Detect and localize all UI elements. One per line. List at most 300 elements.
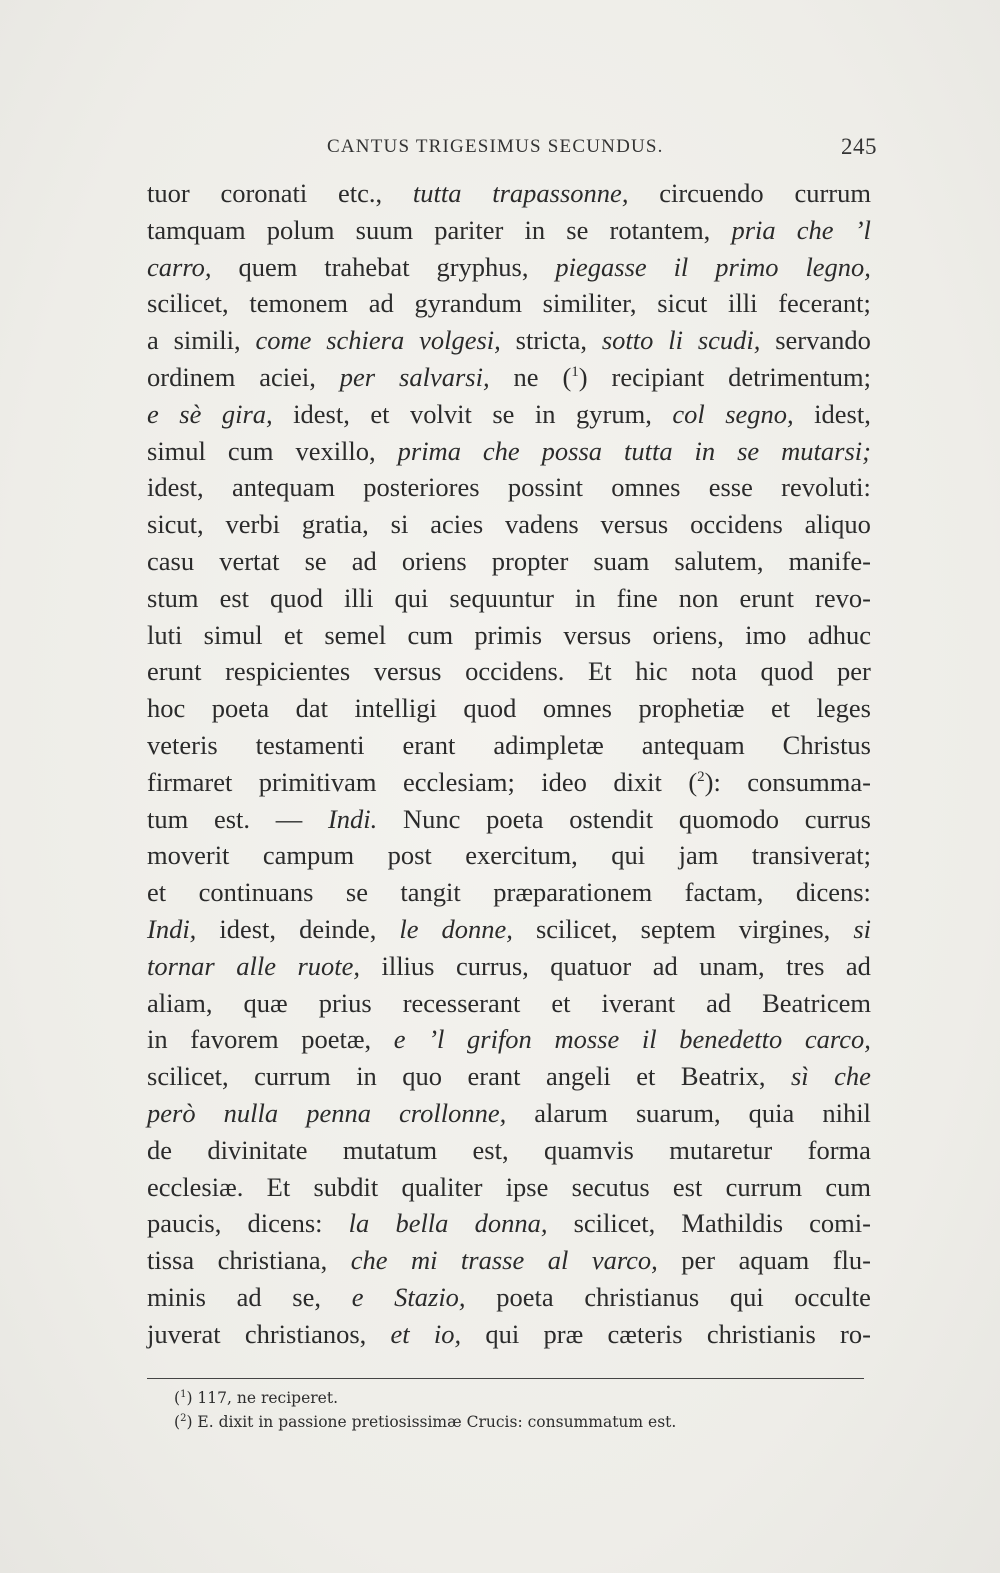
- text-line: [147, 730, 871, 767]
- text-line: [147, 362, 871, 399]
- word: antequam: [231, 472, 335, 503]
- word: —: [275, 803, 303, 834]
- word: ipse: [505, 1171, 549, 1202]
- word: christianos,: [244, 1318, 367, 1349]
- text-line: [147, 804, 871, 841]
- word: adimpletæ: [493, 729, 604, 760]
- word: et: [636, 1061, 656, 1092]
- word: adhuc: [807, 619, 871, 650]
- word: erunt: [147, 656, 202, 687]
- footnote-reference: 2: [697, 768, 705, 785]
- text-line: [147, 325, 871, 362]
- word: quamvis: [544, 1134, 634, 1165]
- word: Beatricem: [762, 987, 871, 1018]
- word: in: [524, 214, 546, 245]
- italic-word: tutta: [412, 178, 462, 208]
- italic-word: sè: [179, 398, 202, 429]
- word: continuans: [198, 877, 314, 908]
- word: quod: [760, 656, 814, 687]
- word: ad: [368, 288, 394, 319]
- italic-word: ’l: [854, 214, 871, 245]
- text-line: [147, 914, 871, 951]
- word: revoluti:: [781, 472, 871, 503]
- word: campum: [262, 840, 355, 871]
- word: si: [390, 509, 409, 540]
- text-line: [147, 252, 871, 289]
- word: Beatrix,: [680, 1061, 766, 1092]
- word: antequam: [641, 729, 745, 760]
- text-line: [147, 1172, 871, 1209]
- italic-word: donne,: [441, 913, 513, 944]
- word: oriens: [401, 545, 467, 576]
- word: tangit: [400, 877, 461, 908]
- word: nota: [691, 656, 737, 687]
- word: volvit: [409, 398, 472, 429]
- word: salutem,: [674, 545, 764, 576]
- footnote-reference: 1: [571, 363, 579, 380]
- word: quæ: [243, 987, 288, 1018]
- word: dicens:: [795, 877, 871, 908]
- word: gyrum,: [576, 398, 652, 429]
- word: illi: [728, 288, 758, 319]
- word: et: [283, 619, 303, 650]
- word: alarum: [534, 1097, 608, 1128]
- word: se: [345, 877, 368, 908]
- word: sicut: [657, 288, 708, 319]
- word: cum: [825, 1171, 871, 1202]
- italic-word: le: [399, 913, 419, 944]
- italic-word: et: [390, 1318, 410, 1349]
- word: quatuor: [550, 950, 632, 981]
- word: angeli: [545, 1061, 611, 1092]
- word: illius: [381, 950, 435, 981]
- word: currus: [804, 803, 871, 834]
- footnote: [174, 1383, 874, 1407]
- word: gyrandum: [414, 288, 522, 319]
- word: mutaretur: [669, 1134, 773, 1165]
- italic-word: donna,: [474, 1208, 548, 1239]
- text-line: [147, 472, 871, 509]
- word: verbi: [225, 509, 280, 540]
- word: transiverat;: [751, 840, 871, 871]
- word: illi: [344, 582, 374, 613]
- word: est: [219, 582, 249, 613]
- word: factam,: [684, 877, 764, 908]
- word: scilicet,: [147, 288, 229, 319]
- word: acies: [430, 509, 484, 540]
- word: simili,: [173, 325, 241, 356]
- word: dixit: [613, 766, 662, 797]
- word: omnes: [611, 472, 681, 503]
- italic-word: ’l: [428, 1024, 445, 1055]
- italic-word: pria: [731, 214, 776, 245]
- italic-word: come: [255, 325, 312, 356]
- word: temonem: [249, 288, 349, 319]
- word: tum: [147, 803, 189, 834]
- text-line: [147, 951, 871, 988]
- italic-word: se: [737, 435, 760, 466]
- word: hic: [635, 656, 668, 687]
- text-line: [147, 509, 871, 546]
- word: currum: [794, 178, 871, 208]
- word: currus,: [455, 950, 529, 981]
- word: imo: [745, 619, 787, 650]
- word: idest,: [814, 398, 871, 429]
- text-line: [147, 215, 871, 252]
- word: septem: [640, 913, 716, 944]
- page-number: 245: [841, 134, 877, 159]
- italic-word: per: [339, 361, 376, 392]
- word: favorem: [190, 1024, 279, 1055]
- word: aliquo: [804, 509, 871, 540]
- word: a: [147, 325, 159, 356]
- word: vexillo,: [295, 435, 376, 466]
- word: aciei,: [259, 361, 316, 392]
- word: cum: [227, 435, 274, 466]
- word: scilicet,: [147, 1061, 229, 1092]
- word: idest,: [147, 472, 204, 503]
- word: erunt: [739, 582, 794, 613]
- italic-word: Stazio,: [394, 1281, 466, 1312]
- word: erant: [402, 729, 456, 760]
- word: quod: [270, 582, 324, 613]
- word: se: [304, 545, 327, 576]
- footnote-mark: ($^1$): [174, 1389, 198, 1407]
- text-line: [147, 988, 871, 1025]
- word: est,: [472, 1134, 509, 1165]
- word: qui: [729, 1281, 764, 1312]
- word: divinitate: [207, 1134, 308, 1165]
- text-line: [147, 693, 871, 730]
- italic-word: salvarsi,: [399, 361, 490, 392]
- italic-word: penna: [306, 1097, 371, 1128]
- text-line: [147, 399, 871, 436]
- word: se: [492, 398, 515, 429]
- word: Et: [588, 656, 612, 687]
- word: suum: [355, 214, 414, 245]
- word: per: [837, 656, 871, 687]
- word: erant: [467, 1061, 521, 1092]
- text-line: [147, 1208, 871, 1245]
- word: ($^2$):: [688, 766, 721, 797]
- word: leges: [816, 693, 871, 724]
- word: omnes: [542, 693, 612, 724]
- word: flu-: [832, 1245, 871, 1276]
- word: detrimentum;: [728, 361, 871, 392]
- footnote: [174, 1407, 874, 1431]
- word: Christus: [782, 729, 871, 760]
- word: mutatum: [342, 1134, 438, 1165]
- word: tres: [786, 950, 825, 981]
- word: revo-: [815, 582, 871, 613]
- page-header: [147, 136, 877, 166]
- word: Et: [266, 1171, 291, 1202]
- italic-word: volgesi,: [419, 325, 501, 356]
- text-line: [147, 583, 871, 620]
- word: dicens:: [247, 1208, 323, 1239]
- word: pariter: [434, 214, 504, 245]
- word: et: [370, 398, 390, 429]
- word: ordinem: [147, 361, 236, 392]
- word: stum: [147, 582, 199, 613]
- word: versus: [373, 656, 442, 687]
- text-line: [147, 1245, 871, 1282]
- italic-word: schiera: [326, 325, 405, 356]
- italic-word: segno,: [725, 398, 794, 429]
- italic-word: tornar: [147, 950, 215, 981]
- word: hoc: [147, 693, 186, 724]
- word: cæteris: [607, 1318, 683, 1349]
- word: tuor: [147, 178, 190, 208]
- word: est.: [213, 803, 251, 834]
- word: sequuntur: [449, 582, 554, 613]
- italic-word: grifon: [467, 1024, 532, 1055]
- italic-word: tutta: [623, 435, 673, 466]
- word: scilicet,: [573, 1208, 656, 1239]
- word: occidens: [690, 509, 783, 540]
- word: aquam: [738, 1245, 810, 1276]
- word: qui: [611, 840, 646, 871]
- footnote-number: 2: [180, 1413, 187, 1424]
- word: possint: [507, 472, 583, 503]
- word: manife-: [788, 545, 871, 576]
- word: præ: [543, 1318, 584, 1349]
- word: et: [770, 693, 791, 724]
- word: de: [147, 1134, 173, 1165]
- word: coronati: [220, 178, 308, 208]
- italic-word: sì: [790, 1061, 809, 1092]
- word: vadens: [505, 509, 579, 540]
- word: recipiant: [611, 361, 705, 392]
- italic-word: e: [351, 1281, 364, 1312]
- word: in: [574, 582, 596, 613]
- word: et: [147, 877, 167, 908]
- word: idest,: [219, 913, 277, 944]
- word: post: [387, 840, 432, 871]
- word: oriens,: [652, 619, 724, 650]
- word: stricta,: [515, 325, 587, 356]
- word: idest,: [293, 398, 350, 429]
- word: veteris: [147, 729, 218, 760]
- text-line: [147, 1098, 871, 1135]
- word: ad: [845, 950, 871, 981]
- word: subdit: [313, 1171, 379, 1202]
- word: recesserant: [402, 987, 521, 1018]
- italic-word: mi: [410, 1245, 438, 1276]
- word: primitivam: [258, 766, 377, 797]
- italic-word: sotto: [601, 325, 654, 356]
- running-title: CANTUS TRIGESIMUS SECUNDUS.: [327, 136, 664, 157]
- word: forma: [807, 1134, 871, 1165]
- word: ecclesiam;: [402, 766, 515, 797]
- word: qui: [485, 1318, 520, 1349]
- italic-word: che: [350, 1245, 388, 1276]
- word: Mathildis: [681, 1208, 784, 1239]
- word: sicut,: [147, 509, 204, 540]
- word: occidens.: [465, 656, 565, 687]
- body-text: [147, 178, 871, 1356]
- word: ad: [652, 950, 678, 981]
- word: luti: [147, 619, 183, 650]
- italic-word: carco,: [804, 1024, 871, 1055]
- word: versus: [563, 619, 632, 650]
- word: poeta: [211, 693, 270, 724]
- word: servando: [775, 325, 871, 356]
- word: se,: [292, 1281, 321, 1312]
- text-line: [147, 767, 871, 804]
- italic-word: il: [673, 251, 689, 282]
- word: propter: [491, 545, 569, 576]
- italic-word: e: [393, 1024, 406, 1055]
- italic-word: varco,: [591, 1245, 658, 1276]
- italic-word: io,: [433, 1318, 462, 1349]
- italic-word: col: [672, 398, 705, 429]
- italic-word: trapassonne,: [492, 178, 629, 208]
- word: dat: [295, 693, 328, 724]
- word: jam: [678, 840, 719, 871]
- word: casu: [147, 545, 195, 576]
- word: similiter,: [542, 288, 637, 319]
- word: consumma-: [747, 766, 871, 797]
- word: in: [147, 1024, 168, 1055]
- italic-word: prima: [397, 435, 461, 466]
- word: deinde,: [299, 913, 377, 944]
- word: paucis,: [147, 1208, 222, 1239]
- word: Nunc: [402, 803, 461, 834]
- word: firmaret: [147, 766, 233, 797]
- word: simul: [203, 619, 263, 650]
- italic-word: piegasse: [555, 251, 647, 282]
- word: et: [551, 987, 571, 1018]
- word: suarum,: [635, 1097, 721, 1128]
- word: polum: [266, 214, 335, 245]
- italic-word: che: [482, 435, 520, 466]
- italic-word: trasse: [460, 1245, 525, 1276]
- word: vertat: [219, 545, 280, 576]
- italic-word: bella: [395, 1208, 449, 1239]
- word: fecerant;: [778, 288, 871, 319]
- word: est: [672, 1171, 703, 1202]
- italic-word: si: [853, 913, 871, 944]
- italic-word: li: [668, 325, 683, 356]
- word: prophetiæ: [638, 693, 745, 724]
- word: etc.,: [338, 178, 383, 208]
- word: versus: [600, 509, 669, 540]
- text-line: [147, 288, 871, 325]
- word: præparationem: [493, 877, 653, 908]
- footnote-number: 1: [180, 1389, 187, 1400]
- italic-word: mutarsi;: [781, 435, 871, 466]
- word: poetæ,: [301, 1024, 372, 1055]
- italic-word: carro,: [147, 251, 212, 282]
- word: ecclesiæ.: [147, 1171, 244, 1202]
- word: posteriores: [363, 472, 480, 503]
- italic-word: legno,: [805, 251, 871, 282]
- italic-word: però: [147, 1097, 196, 1128]
- text-line: [147, 1319, 871, 1356]
- word: fine: [616, 582, 658, 613]
- italic-word: Indi,: [147, 913, 197, 944]
- italic-word: e: [147, 398, 159, 429]
- word: ad: [706, 987, 732, 1018]
- word: rotantem,: [609, 214, 711, 245]
- word: per: [681, 1245, 716, 1276]
- footnote-text: 117, ne reciperet.: [197, 1389, 338, 1407]
- word: minis: [147, 1281, 206, 1312]
- word: gryphus,: [436, 251, 529, 282]
- footnote-text: E. dixit in passione pretiosissimæ Crucis: consummatum est.: [197, 1413, 677, 1431]
- word: in: [356, 1061, 377, 1092]
- word: respicientes: [225, 656, 351, 687]
- italic-word: che: [834, 1061, 871, 1092]
- word: quod: [463, 693, 517, 724]
- word: christiana,: [217, 1245, 328, 1276]
- word: aliam,: [147, 987, 213, 1018]
- text-line: [147, 1135, 871, 1172]
- word: ostendit: [569, 803, 654, 834]
- word: moverit: [147, 840, 230, 871]
- word: tamquam: [147, 214, 246, 245]
- word: iverant: [601, 987, 676, 1018]
- word: comi-: [809, 1208, 871, 1239]
- word: circuendo: [659, 178, 764, 208]
- italic-word: alle: [236, 950, 276, 981]
- word: virgines,: [738, 913, 831, 944]
- word: suam: [593, 545, 650, 576]
- footnote-rule: [147, 1378, 864, 1379]
- italic-word: il: [641, 1024, 657, 1055]
- text-line: [147, 656, 871, 693]
- text-line: [147, 1061, 871, 1098]
- word: christianus: [584, 1281, 700, 1312]
- word: currum: [254, 1061, 331, 1092]
- word: ad: [351, 545, 377, 576]
- word: ne: [513, 361, 539, 392]
- text-line: [147, 620, 871, 657]
- word: occulte: [794, 1281, 871, 1312]
- word: quem: [238, 251, 298, 282]
- word: exercitum,: [465, 840, 578, 871]
- word: prius: [318, 987, 372, 1018]
- italic-word: nulla: [223, 1097, 279, 1128]
- text-line: [147, 1024, 871, 1061]
- italic-word: al: [547, 1245, 569, 1276]
- text-line: [147, 178, 871, 215]
- word: non: [678, 582, 719, 613]
- word: christianis: [706, 1318, 816, 1349]
- italic-word: primo: [715, 251, 779, 282]
- word: primis: [474, 619, 543, 650]
- word: ideo: [541, 766, 587, 797]
- word: semel: [324, 619, 387, 650]
- word: qui: [394, 582, 429, 613]
- italic-word: gira,: [221, 398, 273, 429]
- word: nihil: [822, 1097, 871, 1128]
- italic-word: in: [694, 435, 716, 466]
- text-line: [147, 877, 871, 914]
- footnotes: [174, 1383, 874, 1431]
- word: ro-: [840, 1318, 871, 1349]
- word: simul: [147, 435, 206, 466]
- word: gratia,: [301, 509, 369, 540]
- text-line: [147, 1282, 871, 1319]
- italic-word: scudi,: [697, 325, 761, 356]
- word: testamenti: [255, 729, 365, 760]
- italic-word: mosse: [554, 1024, 620, 1055]
- footnote-mark: ($^2$): [174, 1413, 198, 1431]
- word: intelligi: [354, 693, 437, 724]
- word: esse: [708, 472, 753, 503]
